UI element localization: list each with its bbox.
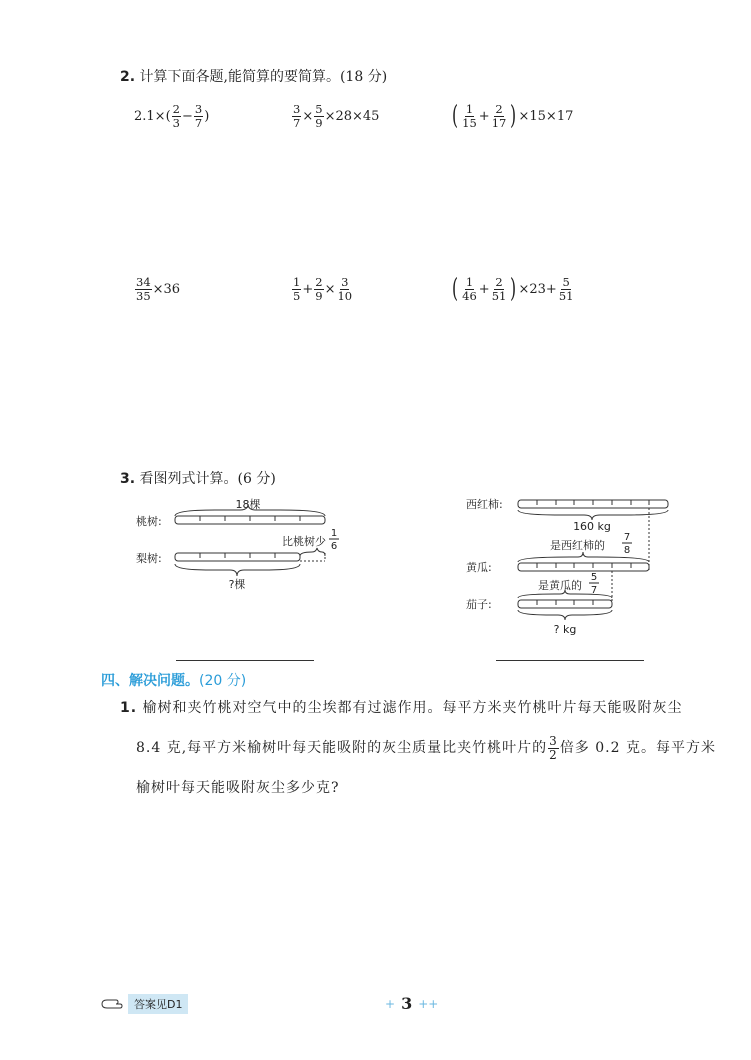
note1-text: 是西红柿的	[550, 539, 605, 552]
bottom-count-label: ?棵	[228, 578, 246, 591]
problem-text: 榆树叶每天能吸附灰尘多少克?	[136, 780, 340, 796]
plus-sign: +	[478, 281, 490, 297]
expr-text: )	[204, 108, 210, 124]
note2-den: 7	[590, 585, 598, 596]
hand-pointer-icon	[100, 997, 124, 1011]
section-4-heading	[101, 670, 246, 690]
tomato-value: 160 kg	[573, 520, 611, 533]
top-count-label: 18棵	[235, 498, 261, 511]
fraction: $\frac{2}{9}$	[315, 275, 323, 303]
less-den: 6	[330, 541, 338, 552]
problem-line-2	[120, 726, 720, 770]
pear-ticks	[200, 553, 275, 558]
eggplant-label: 茄子:	[466, 598, 492, 611]
expr-text: ×36	[152, 281, 181, 297]
fraction: $\frac{2}{51}$	[491, 275, 507, 303]
times-sign: ×	[324, 281, 336, 297]
fraction: $\frac{2}{3}$	[172, 102, 180, 130]
cucumber-label: 黄瓜:	[466, 561, 492, 574]
fraction: $\frac{5}{9}$	[315, 102, 323, 130]
expr-text: ×15×17	[518, 108, 574, 124]
answer-ref-label: 答案见D1	[128, 994, 188, 1014]
page-number: 3	[401, 994, 413, 1013]
page-deco-left: +	[385, 996, 396, 1011]
fraction: $\frac{5}{51}$	[558, 275, 574, 303]
fraction: $\frac{1}{15}$	[462, 102, 477, 130]
eggplant-ticks	[537, 600, 593, 605]
fraction: $\frac{1}{5}$	[293, 275, 301, 303]
plus-sign: +	[478, 108, 490, 124]
eggplant-value: ? kg	[553, 623, 577, 636]
expr-text: ×28×45	[324, 108, 380, 124]
expr-6	[450, 269, 575, 309]
peach-ticks	[200, 516, 300, 521]
expr-text: 2.1×(	[134, 108, 171, 124]
pear-bar	[175, 553, 300, 561]
expr-1	[134, 96, 209, 136]
page-number-area	[385, 994, 438, 1013]
tomato-label: 西红柿:	[466, 498, 503, 511]
tree-diagram	[130, 490, 370, 600]
fraction: $\frac{3}{10}$	[337, 275, 353, 303]
cucumber-bar	[518, 563, 649, 571]
page-deco-right: ++	[418, 996, 439, 1011]
problem-line-3	[120, 770, 720, 806]
fraction: $\frac{3}{7}$	[194, 102, 203, 130]
problem-text: 榆树和夹竹桃对空气中的尘埃都有过滤作用。每平方米夹竹桃叶片每天能吸附灰尘	[142, 700, 683, 716]
note2-num: 5	[590, 572, 598, 583]
eggplant-bar	[518, 600, 612, 608]
expr-4	[134, 269, 180, 309]
cucumber-ticks	[537, 563, 631, 568]
bottom-brace	[175, 564, 300, 576]
q2-text: 计算下面各题,能简算的要简算。(18 分)	[139, 69, 388, 85]
problem-number: 1.	[120, 700, 138, 716]
left-paren: (	[452, 101, 459, 131]
peach-label: 桃树:	[136, 515, 162, 528]
expr-3	[450, 96, 573, 136]
pear-label: 梨树:	[136, 552, 162, 565]
answer-line-right	[496, 660, 644, 661]
vegetable-diagram	[460, 488, 670, 648]
fraction: $\frac{34}{35}$	[136, 275, 151, 303]
problem-text: 倍多 0.2 克。每平方米	[559, 740, 716, 756]
fraction: $\frac{1}{46}$	[462, 275, 477, 303]
tomato-ticks	[537, 500, 649, 505]
fraction: $\frac{3}{7}$	[293, 102, 301, 130]
less-label: 比桃树少	[282, 535, 326, 548]
eggplant-bottom-brace	[518, 610, 612, 620]
note1-den: 8	[623, 545, 631, 556]
answer-line-left	[176, 660, 314, 661]
section-points: (20 分)	[199, 673, 247, 689]
minus-sign: −	[181, 108, 193, 124]
q2-number: 2.	[120, 69, 136, 85]
fraction: $\frac{2}{17}$	[491, 102, 507, 130]
plus-sign: +	[302, 281, 314, 297]
problem-line-1	[120, 690, 720, 726]
tomato-brace	[518, 510, 668, 520]
q3-title	[120, 468, 276, 488]
left-paren: (	[452, 274, 459, 304]
note2-text: 是黄瓜的	[538, 579, 582, 592]
q3-text: 看图列式计算。(6 分)	[139, 471, 276, 487]
note1-num: 7	[623, 532, 631, 543]
q2-title	[120, 66, 387, 86]
times-sign: ×	[302, 108, 314, 124]
expr-5	[291, 269, 354, 309]
q3-number: 3.	[120, 471, 136, 487]
problem-text: 8.4 克,每平方米榆树叶每天能吸附的灰尘质量比夹竹桃叶片的	[136, 740, 548, 756]
eggplant-top-brace	[518, 590, 612, 598]
right-paren: )	[510, 101, 517, 131]
expr-2	[291, 96, 379, 136]
fraction: $\frac{3}{2}$	[549, 733, 558, 762]
less-num: 1	[330, 528, 338, 539]
problem-1	[120, 690, 720, 806]
answer-ref	[100, 994, 188, 1014]
section-title: 四、解决问题。	[101, 673, 199, 689]
expr-text: ×23+	[518, 281, 557, 297]
right-paren: )	[510, 274, 517, 304]
less-brace	[300, 548, 325, 556]
